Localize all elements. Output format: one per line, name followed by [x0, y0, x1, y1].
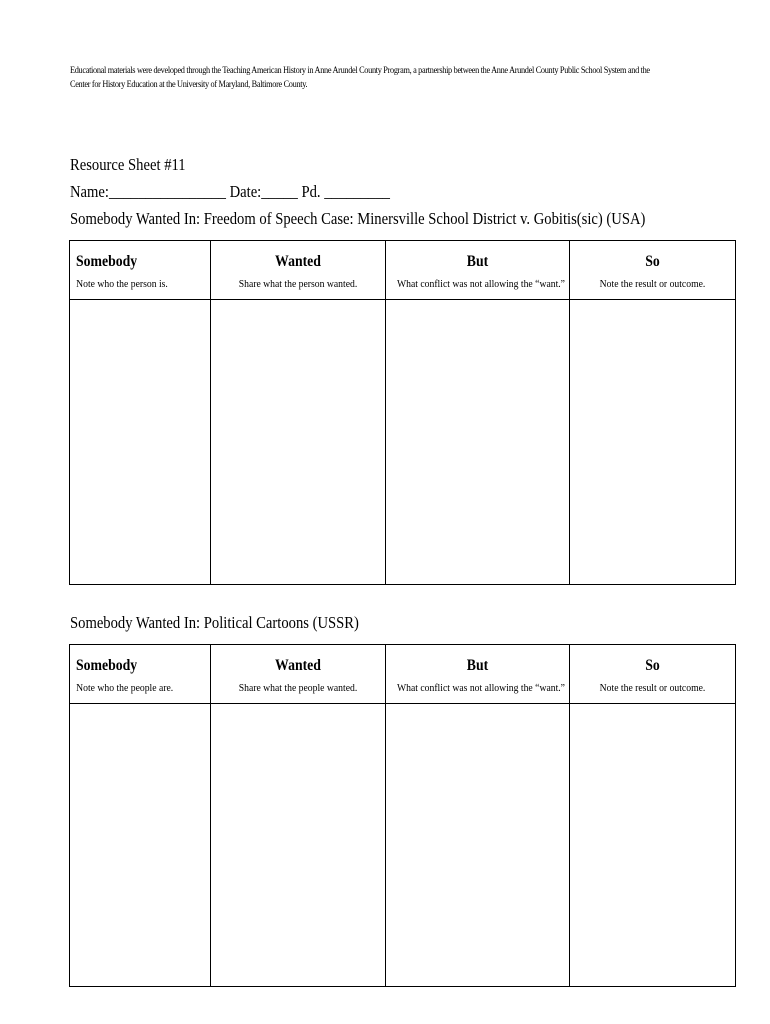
answer-cell-so[interactable]: [570, 704, 736, 987]
header-so: [570, 645, 736, 704]
credit-note: Educational materials were developed through the Teaching American History in Anne Arundel County Program, a partnership between the Anne Arundel County Public School System and the Center for History Education at the University of Maryland, Baltimore County.: [70, 65, 650, 89]
resource-sheet-title: Resource Sheet #11: [70, 155, 186, 174]
column-heading: Somebody: [76, 657, 138, 674]
answer-cell-wanted[interactable]: [211, 704, 386, 987]
answer-cell-wanted[interactable]: [211, 300, 386, 585]
column-instruction: What conflict was not allowing the “want.”: [396, 278, 565, 290]
column-instruction: Note who the people are.: [76, 682, 174, 694]
column-instruction: Share what the people wanted.: [238, 682, 358, 694]
answer-cell-but[interactable]: [386, 704, 570, 987]
header-but: [386, 241, 570, 300]
column-instruction: Note who the person is.: [76, 278, 168, 290]
name-date-period-line: Name:________________ Date:_____ Pd. _________: [70, 182, 391, 201]
column-heading: But: [466, 657, 489, 674]
column-heading: So: [645, 657, 660, 674]
section-1-title: Somebody Wanted In: Freedom of Speech Case: Minersville School District v. Gobitis(sic) (USA): [70, 209, 646, 228]
column-heading: But: [466, 253, 489, 270]
column-instruction: What conflict was not allowing the “want.”: [396, 682, 565, 694]
header-wanted: [211, 241, 386, 300]
column-heading: So: [645, 253, 660, 270]
column-heading: Wanted: [275, 657, 321, 674]
table-answer-row: [70, 704, 736, 987]
answer-cell-somebody[interactable]: [70, 300, 211, 585]
table-header-row: [70, 645, 736, 704]
header-wanted: [211, 645, 386, 704]
somebody-wanted-table-usa: [69, 240, 736, 585]
column-instruction: Note the result or outcome.: [599, 682, 706, 694]
header-but: [386, 645, 570, 704]
header-so: [570, 241, 736, 300]
column-instruction: Note the result or outcome.: [599, 278, 706, 290]
column-instruction: Share what the person wanted.: [238, 278, 358, 290]
header-somebody: [70, 241, 211, 300]
header-somebody: [70, 645, 211, 704]
answer-cell-somebody[interactable]: [70, 704, 211, 987]
somebody-wanted-table-ussr: [69, 644, 736, 987]
answer-cell-but[interactable]: [386, 300, 570, 585]
answer-cell-so[interactable]: [570, 300, 736, 585]
column-heading: Somebody: [76, 253, 138, 270]
table-answer-row: [70, 300, 736, 585]
column-heading: Wanted: [275, 253, 321, 270]
table-header-row: [70, 241, 736, 300]
section-2-title: Somebody Wanted In: Political Cartoons (USSR): [70, 613, 359, 632]
